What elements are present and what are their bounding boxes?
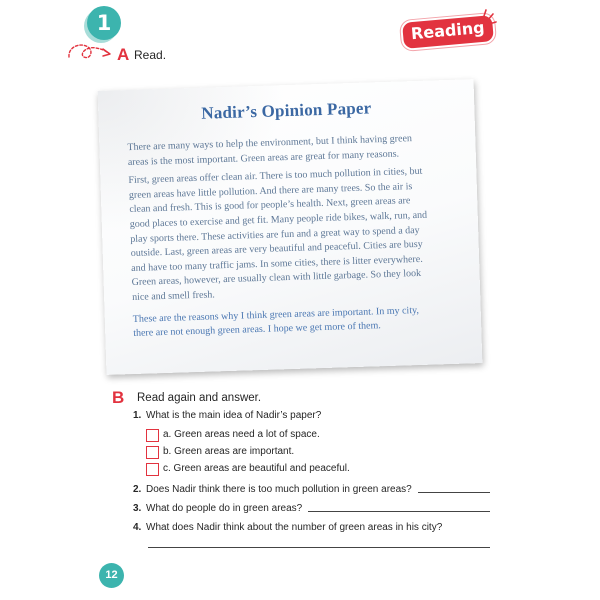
question-text: What is the main idea of Nadir’s paper? (146, 410, 322, 421)
reading-badge (402, 15, 494, 49)
option-label: a. Green areas need a lot of space. (163, 429, 320, 440)
paper-paragraph-body (128, 163, 480, 305)
question-3 (133, 503, 490, 515)
paper-line: and have too many traffic jams. In some cities, there is litter everywhere. (131, 253, 423, 274)
paper-line: green areas have little pollution. And there are many trees. So the air is (128, 180, 413, 201)
answer-blank[interactable] (148, 547, 490, 548)
page-number: 12 (105, 569, 118, 581)
paper-line: good places to exercise and get fit. Many people ride bikes, walk, run, and (129, 209, 428, 230)
section-b-letter: B (112, 388, 125, 407)
paper-line: clean and fresh. This is good for people’s health. Next, green areas are (129, 195, 411, 216)
option-label: c. Green areas are beautiful and peaceful. (163, 463, 350, 474)
question-number: 1. (133, 410, 142, 421)
paper-line: outside. Last, green areas are very beautiful and peaceful. Cities are busy (130, 238, 423, 260)
question-4 (133, 522, 490, 534)
question-text: Does Nadir think there is too much pollution in green areas? (146, 484, 412, 495)
lesson-number-badge (87, 6, 121, 40)
sparkle-lines-icon (481, 7, 497, 25)
paper-title: Nadir’s Opinion Paper (201, 98, 372, 123)
option-c[interactable] (146, 462, 350, 476)
paper-line: there are not enough green areas. I hope we get more of them. (133, 320, 381, 340)
question-number: 2. (133, 484, 142, 495)
option-a[interactable] (146, 428, 320, 442)
section-a-letter: A (117, 45, 130, 64)
reading-badge-label: Reading (410, 17, 486, 44)
question-1 (133, 410, 490, 422)
lesson-number: 1 (96, 11, 112, 35)
page-number-badge (99, 563, 124, 588)
section-a-instruction: Read. (134, 48, 167, 62)
paper-line: nice and smell fresh. (131, 289, 216, 303)
checkbox-icon[interactable] (146, 463, 159, 476)
question-number: 3. (133, 503, 142, 514)
option-b[interactable] (146, 445, 294, 459)
paper-line: These are the reasons why I think green areas are important. In my city, (132, 304, 420, 325)
question-text: What does Nadir think about the number of green areas in his city? (146, 522, 443, 533)
paper-line: areas is the most important. Green areas are great for many reasons. (127, 148, 400, 168)
question-text: What do people do in green areas? (146, 503, 303, 514)
option-label: b. Green areas are important. (163, 446, 295, 457)
paper-line: There are many ways to help the environment, but I think having green (127, 133, 413, 154)
paper-line: Green areas, however, are usually clean with little garbage. So they look (131, 268, 422, 289)
question-number: 4. (133, 522, 142, 533)
question-2 (133, 484, 490, 496)
answer-blank[interactable] (418, 484, 490, 493)
paper-line: play sports there. These activities are fun and a great way to spend a day (130, 224, 420, 245)
paper-line: First, green areas offer clean air. There is too much pollution in cities, but (128, 166, 423, 187)
section-b-instruction: Read again and answer. (137, 392, 262, 404)
dashed-arrow-icon (66, 40, 116, 64)
checkbox-icon[interactable] (146, 446, 159, 459)
paper-paragraph-conclusion (133, 302, 482, 342)
answer-blank[interactable] (308, 503, 490, 512)
opinion-paper (98, 79, 483, 375)
checkbox-icon[interactable] (146, 429, 159, 442)
